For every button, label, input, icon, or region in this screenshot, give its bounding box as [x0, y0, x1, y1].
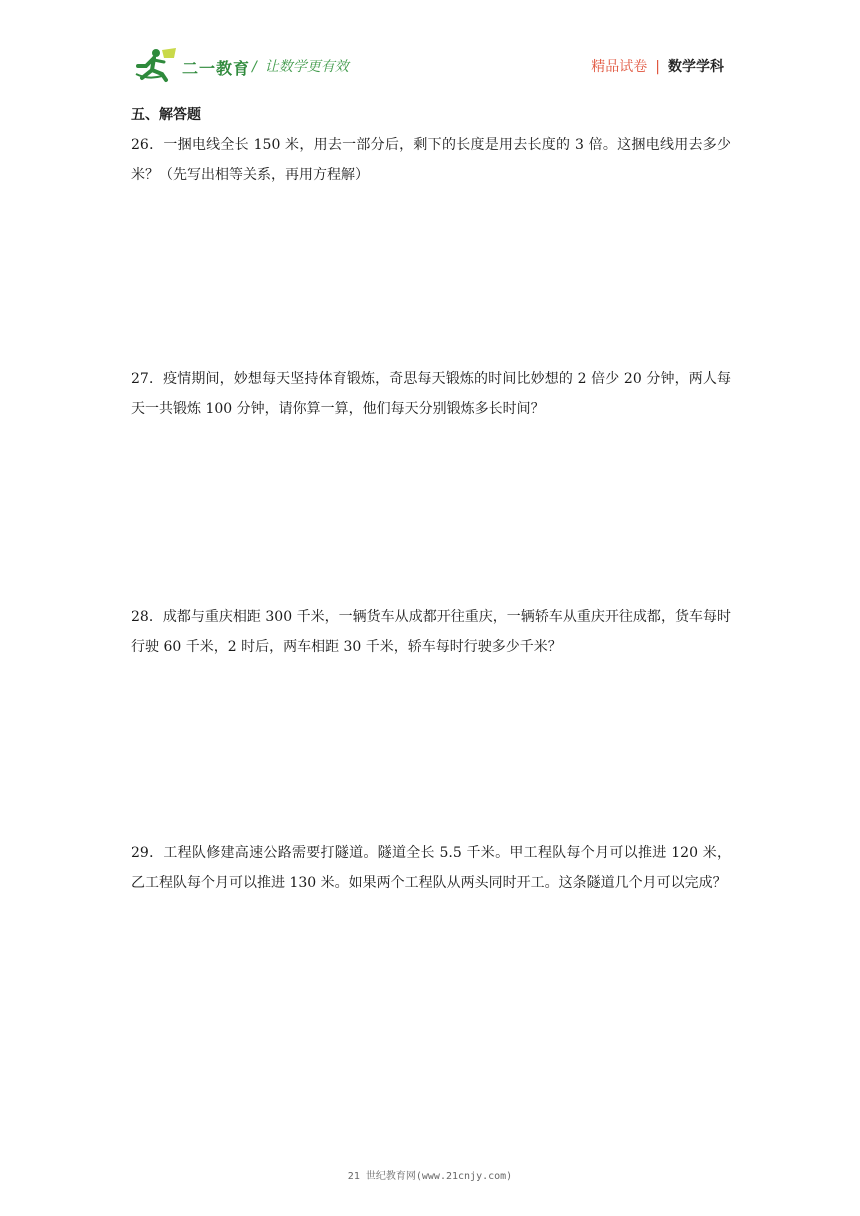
slogan-text: 让数学更有效: [264, 59, 349, 75]
page-content: [131, 104, 731, 130]
tag-subject: 数学学科: [668, 59, 724, 75]
slogan: [252, 56, 349, 76]
brand-name: 二一教育: [182, 59, 251, 78]
header-tags: [591, 56, 724, 76]
page-header: [132, 44, 732, 84]
question-29: 29．工程队修建高速公路需要打隧道。隧道全长 5.5 千米。甲工程队每个月可以推进 120 米，乙工程队每个月可以推进 130 米。如果两个工程队从两头同时开工。这条隧道几个月可以完成？: [131, 845, 731, 891]
question-27: 27．疫情期间，妙想每天坚持体育锻炼，奇思每天锻炼的时间比妙想的 2 倍少 20 分钟，两人每天一共锻炼 100 分钟，请你算一算，他们每天分别锻炼多长时间？: [131, 371, 731, 417]
question-26: 26．一捆电线全长 150 米，用去一部分后，剩下的长度是用去长度的 3 倍。这捆电线用去多少米？（先写出相等关系，再用方程解）: [131, 137, 731, 183]
runner-logo-icon: [132, 44, 180, 84]
tag-premium: 精品试卷: [591, 59, 648, 75]
question-28: 28．成都与重庆相距 300 千米，一辆货车从成都开往重庆，一辆轿车从重庆开往成都，货车每时行驶 60 千米，2 时后，两车相距 30 千米，轿车每时行驶多少千米？: [131, 609, 731, 655]
tag-separator: |: [655, 59, 660, 75]
page-footer: 21 世纪教育网(www.21cnjy.com): [347, 1171, 513, 1182]
section-title: 五、解答题: [131, 107, 201, 123]
slogan-slash: /: [252, 59, 257, 75]
